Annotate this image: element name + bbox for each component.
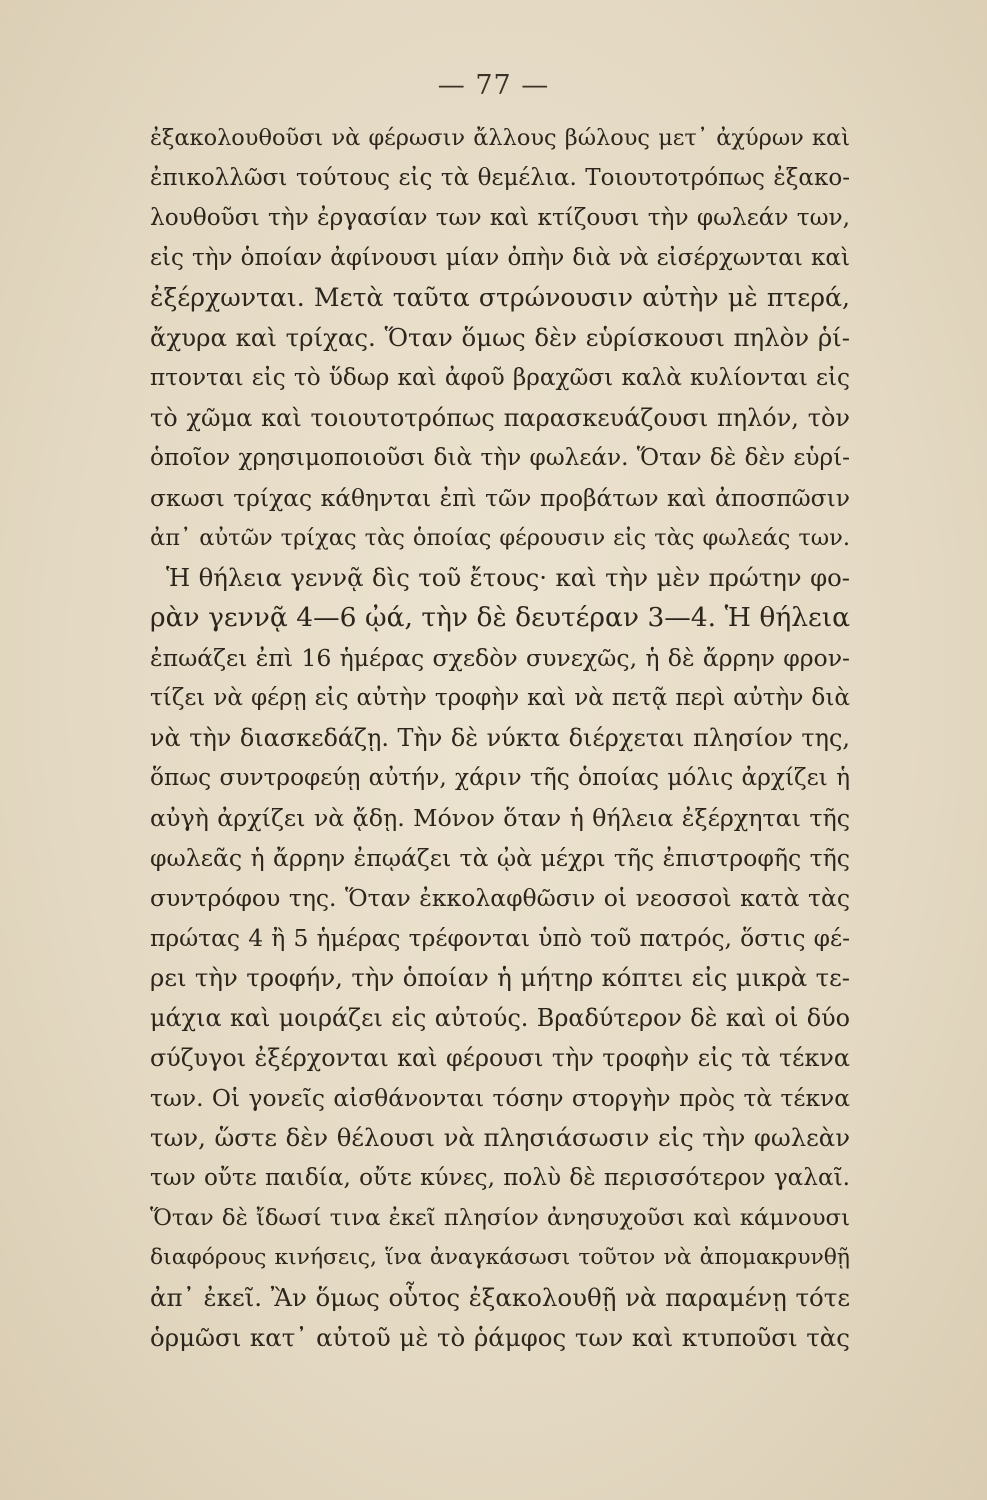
text-line: ἐξέρχωνται. Μετὰ ταῦτα στρώνουσιν αὐτὴν μὲ πτερά, (150, 283, 850, 312)
text-line: αὐγὴ ἀρχίζει νὰ ᾄδῃ. Μόνον ὅταν ἡ θήλεια ἐξέρχηται τῆς (150, 804, 850, 832)
text-line: λουθοῦσι τὴν ἐργασίαν των καὶ κτίζουσι τὴν φωλεάν των, (150, 204, 850, 231)
text-line: ὅπως συντροφεύῃ αὐτήν, χάριν τῆς ὁποίας μόλις ἀρχίζει ἡ (150, 764, 850, 791)
text-line: των οὔτε παιδία, οὔτε κύνες, πολὺ δὲ περισσότερον γαλαῖ. (150, 1165, 850, 1191)
text-line: των. Οἱ γονεῖς αἰσθάνονται τόσην στοργὴν πρὸς τὰ τέκνα (150, 1084, 850, 1112)
text-line: σκωσι τρίχας κάθηνται ἐπὶ τῶν προβάτων καὶ ἀποσπῶσιν (150, 484, 850, 512)
text-line: εἰς τὴν ὁποίαν ἀφίνουσι μίαν ὀπὴν διὰ νὰ εἰσέρχωνται καὶ (150, 245, 850, 271)
text-line: ἐπωάζει ἐπὶ 16 ἡμέρας σχεδὸν συνεχῶς, ἡ δὲ ἄρρην φρον- (150, 644, 850, 672)
text-line: πτονται εἰς τὸ ὕδωρ καὶ ἀφοῦ βραχῶσι καλὰ κυλίονται εἰς (150, 365, 850, 391)
text-line: ὁρμῶσι κατ᾽ αὐτοῦ μὲ τὸ ῥάμφος των καὶ κτυποῦσι τὰς (150, 1323, 850, 1352)
text-line: μάχια καὶ μοιράζει εἰς αὐτούς. Βραδύτερον δὲ καὶ οἱ δύο (150, 1004, 850, 1032)
text-line: των, ὥστε δὲν θέλουσι νὰ πλησιάσωσιν εἰς τὴν φωλεὰν (150, 1123, 850, 1152)
text-line: ρει τὴν τροφήν, τὴν ὁποίαν ἡ μήτηρ κόπτει εἰς μικρὰ τε- (150, 963, 850, 992)
text-line: Ἡ θήλεια γεννᾷ δὶς τοῦ ἔτους· καὶ τὴν μὲν πρώτην φο- (166, 563, 850, 592)
text-line: φωλεᾶς ἡ ἄρρην ἐπῳάζει τὰ ᾠὰ μέχρι τῆς ἐπιστροφῆς τῆς (150, 844, 850, 872)
text-line: τὸ χῶμα καὶ τοιουτοτρόπως παρασκευάζουσι πηλόν, τὸν (150, 404, 850, 432)
text-line: ἀπ᾽ αὐτῶν τρίχας τὰς ὁποίας φέρουσιν εἰς τὰς φωλεάς των. (150, 525, 850, 551)
text-line: νὰ τὴν διασκεδάζῃ. Τὴν δὲ νύκτα διέρχεται πλησίον της, (150, 724, 850, 752)
page-number: — 77 — (437, 70, 550, 101)
text-line: ἐπικολλῶσι τούτους εἰς τὰ θεμέλια. Τοιουτοτρόπως ἐξακο- (150, 165, 850, 191)
text-line: ἐξακολουθοῦσι νὰ φέρωσιν ἄλλους βώλους μετ᾽ ἀχύρων καὶ (150, 125, 850, 151)
text-line: ἀπ᾽ ἐκεῖ. Ἂν ὅμως οὗτος ἐξακολουθῇ νὰ παραμένῃ τότε (150, 1283, 850, 1312)
text-line: Ὅταν δὲ ἴδωσί τινα ἐκεῖ πλησίον ἀνησυχοῦσι καὶ κάμνουσι (150, 1205, 850, 1231)
text-line: τίζει νὰ φέρῃ εἰς αὐτὴν τροφὴν καὶ νὰ πετᾷ περὶ αὐτὴν διὰ (150, 685, 850, 711)
text-line: σύζυγοι ἐξέρχονται καὶ φέρουσι τὴν τροφὴν εἰς τὰ τέκνα (150, 1044, 850, 1072)
text-line: συντρόφου της. Ὅταν ἐκκολαφθῶσιν οἱ νεοσσοὶ κατὰ τὰς (150, 884, 850, 912)
text-line: ἄχυρα καὶ τρίχας. Ὅταν ὅμως δὲν εὑρίσκουσι πηλὸν ῥί- (150, 323, 850, 352)
text-line: πρώτας 4 ἢ 5 ἡμέρας τρέφονται ὑπὸ τοῦ πατρός, ὅστις φέ- (150, 924, 850, 952)
text-line: διαφόρους κινήσεις, ἵνα ἀναγκάσωσι τοῦτον νὰ ἀπομακρυνθῇ (150, 1245, 850, 1270)
text-line: ρὰν γεννᾷ 4—6 ᾠά, τὴν δὲ δευτέραν 3—4. Ἡ θήλεια (150, 602, 850, 633)
text-line: ὁποῖον χρησιμοποιοῦσι διὰ τὴν φωλεάν. Ὅταν δὲ δὲν εὑρί- (150, 444, 850, 471)
